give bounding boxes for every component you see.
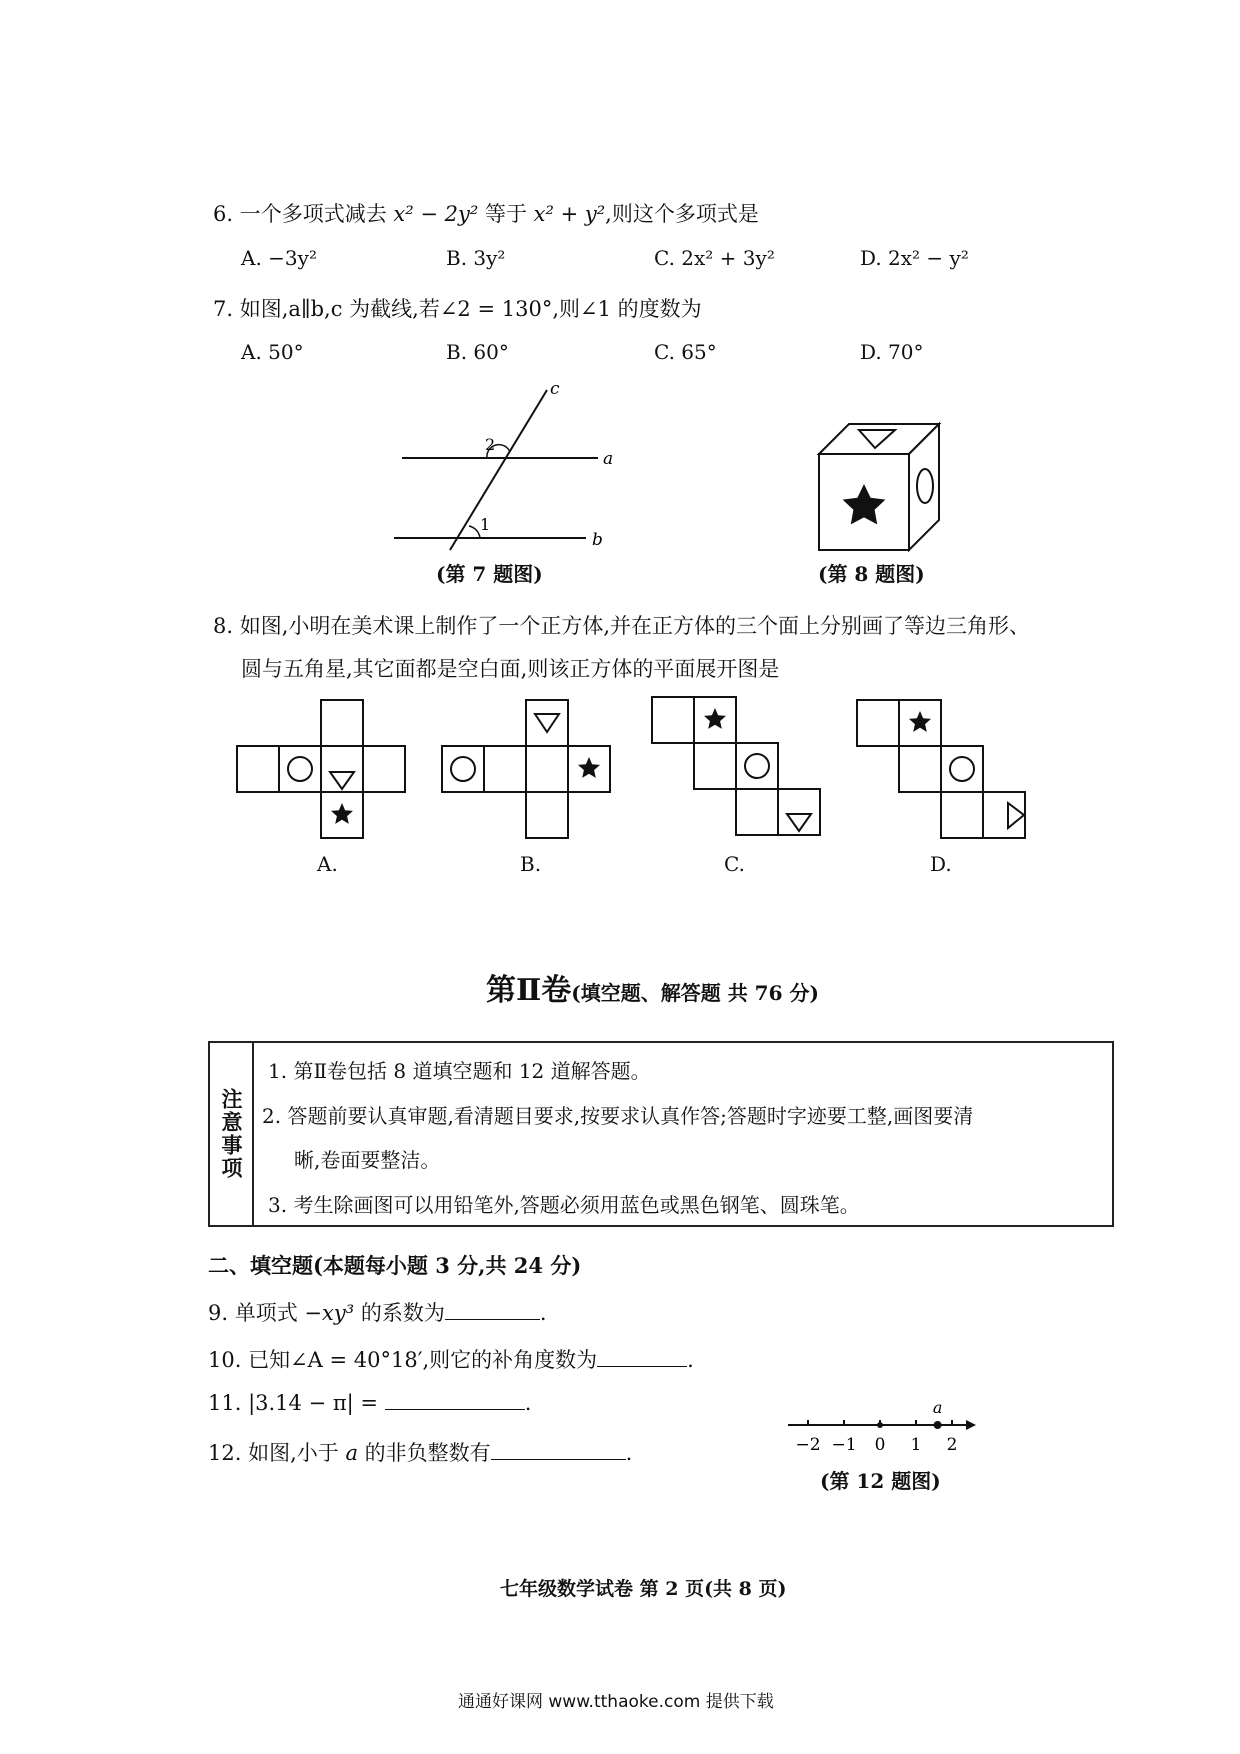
q9-text-a: 9. 单项式 — [208, 1301, 298, 1325]
q12-text-a: 12. 如图,小于 — [208, 1441, 339, 1465]
line-c — [450, 390, 547, 550]
label-b: b — [592, 530, 603, 550]
net-a-label: A. — [317, 852, 338, 876]
tick-label: 2 — [946, 1435, 958, 1455]
q12-var: a — [345, 1441, 358, 1465]
q6-number: 6. — [213, 202, 234, 226]
q10-text: 10. 已知∠A = 40°18′,则它的补角度数为 — [208, 1348, 598, 1372]
q7-option-d: D. 70° — [860, 340, 924, 364]
tick-label: −2 — [795, 1435, 821, 1455]
q9-answer-blank[interactable] — [445, 1301, 540, 1320]
question-8-line2: 圆与五角星,其它面都是空白面,则该正方体的平面展开图是 — [241, 657, 780, 681]
figure-12-caption: (第 12 题图) — [820, 1469, 941, 1493]
q6-stem-a: 一个多项式减去 — [239, 202, 387, 226]
q7-option-a: A. 50° — [241, 340, 304, 364]
net-d-label: D. — [930, 852, 952, 876]
question-6 — [213, 198, 759, 228]
q10-answer-blank[interactable] — [597, 1348, 687, 1367]
net-option-d — [856, 700, 1036, 842]
fill-section-header: 二、填空题(本题每小题 3 分,共 24 分) — [208, 1253, 582, 1278]
question-9 — [208, 1297, 547, 1327]
figure-8-cube — [815, 420, 945, 555]
q9-text-b: 的系数为 — [360, 1301, 445, 1325]
notice-item-2-cont: 晰,卷面要整洁。 — [294, 1148, 441, 1172]
figure-8-caption: (第 8 题图) — [818, 562, 925, 586]
net-b-circle-icon — [451, 757, 475, 781]
q7-option-b: B. 60° — [446, 340, 509, 364]
q11-answer-blank[interactable] — [385, 1391, 525, 1410]
tick-label: −1 — [831, 1435, 857, 1455]
figure-12-number-line — [780, 1395, 990, 1465]
q6-expr1: x² − 2y² — [393, 202, 479, 226]
notice-label: 注意事项 — [210, 1043, 254, 1225]
net-d-circle-icon — [950, 757, 974, 781]
q6-stem-c: ,则这个多项式是 — [605, 202, 759, 226]
angle-1-arc — [469, 526, 480, 538]
notice-item-2: 2. 答题前要认真审题,看清题目要求,按要求认真作答;答题时字迹要工整,画图要清 — [262, 1104, 974, 1128]
point-a-label: a — [932, 1398, 943, 1417]
net-c-circle-icon — [745, 754, 769, 778]
q9-end: . — [539, 1301, 547, 1325]
net-b-label: B. — [520, 852, 542, 876]
notice-box — [208, 1041, 1114, 1227]
label-a: a — [603, 449, 614, 469]
q12-end: . — [625, 1441, 633, 1465]
q10-end: . — [687, 1348, 694, 1372]
part2-title-main: 第Ⅱ卷 — [486, 973, 572, 1008]
q9-expr: −xy³ — [304, 1301, 355, 1325]
notice-item-3: 3. 考生除画图可以用铅笔外,答题必须用蓝色或黑色钢笔、圆珠笔。 — [268, 1193, 860, 1217]
q12-text-b: 的非负整数有 — [364, 1441, 491, 1465]
cube-circle-icon — [917, 469, 933, 503]
tick-label: 0 — [874, 1435, 886, 1455]
download-watermark: 通通好课网 www.tthaoke.com 提供下载 — [458, 1692, 774, 1712]
question-11 — [208, 1391, 531, 1415]
q6-option-a: A. −3y² — [241, 246, 317, 270]
origin-dot — [877, 1422, 883, 1428]
q6-option-d: D. 2x² − y² — [860, 246, 969, 270]
label-angle-1: 1 — [480, 515, 491, 534]
net-option-a — [236, 700, 416, 842]
figure-7-caption: (第 7 题图) — [436, 562, 543, 586]
part2-title — [486, 965, 819, 1009]
q6-option-c: C. 2x² + 3y² — [654, 246, 775, 270]
tick-label: 1 — [910, 1435, 922, 1455]
part2-subtitle: (填空题、解答题 共 76 分) — [571, 981, 819, 1005]
label-angle-2: 2 — [485, 435, 496, 454]
question-12 — [208, 1437, 632, 1467]
figure-7-parallel-lines — [380, 380, 620, 560]
question-8-line1: 8. 如图,小明在美术课上制作了一个正方体,并在正方体的三个面上分别画了等边三角形、 — [213, 614, 1031, 638]
q7-option-c: C. 65° — [654, 340, 717, 364]
q6-expr2: x² + y² — [533, 202, 606, 226]
q6-option-b: B. 3y² — [446, 246, 506, 270]
net-c-label: C. — [724, 852, 745, 876]
net-option-c — [651, 697, 831, 842]
net-option-b — [441, 700, 621, 842]
net-a-circle-icon — [288, 757, 312, 781]
notice-item-1: 1. 第Ⅱ卷包括 8 道填空题和 12 道解答题。 — [268, 1059, 651, 1083]
question-7: 7. 如图,a∥b,c 为截线,若∠2 = 130°,则∠1 的度数为 — [213, 297, 702, 321]
q6-stem-b: 等于 — [484, 202, 527, 226]
q12-answer-blank[interactable] — [491, 1441, 626, 1460]
point-a-marker — [934, 1421, 942, 1429]
question-10 — [208, 1344, 694, 1374]
q11-text: 11. |3.14 − π| = — [208, 1391, 378, 1415]
q11-end: . — [524, 1391, 532, 1415]
axis-arrow-icon — [966, 1420, 976, 1430]
page-footer: 七年级数学试卷 第 2 页(共 8 页) — [500, 1578, 787, 1600]
label-c: c — [550, 379, 560, 399]
